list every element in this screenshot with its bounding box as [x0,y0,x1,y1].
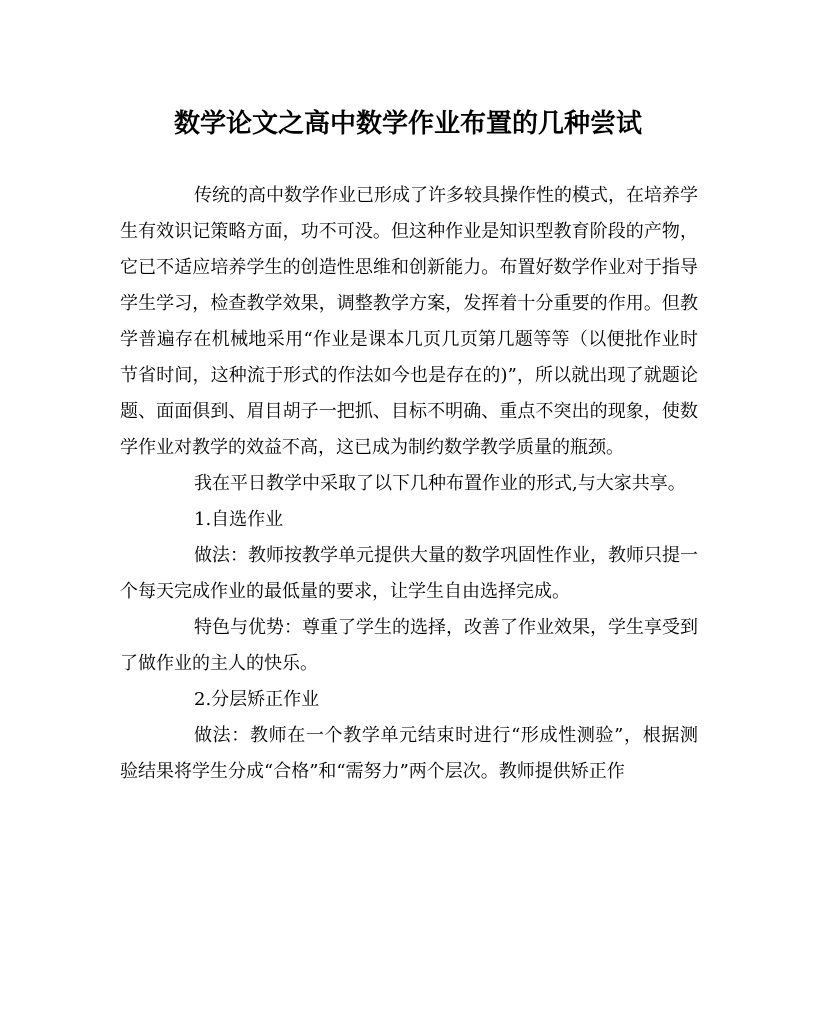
paragraph-layered-method: 做法：教师在一个教学单元结束时进行“形成性测验”，根据测验结果将学生分成“合格”和“需努力”两个层次。教师提供矫正作 [120,725,698,782]
document-body [120,178,698,790]
section-heading-self-select: 1.自选作业 [194,509,284,530]
section-heading-layered: 2.分层矫正作业 [194,689,320,710]
paragraph-share: 我在平日教学中采取了以下几种布置作业的形式,与大家共享。 [194,473,686,494]
paragraph-intro: 传统的高中数学作业已形成了许多较具操作性的模式，在培养学生有效识记策略方面，功不可没。但这种作业是知识型教育阶段的产物，它已不适应培养学生的创造性思维和创新能力。布置好数学作业对于指导学生学习，检查教学效果，调整教学方案，发挥着十分重要的作用。但教学普遍存在机械地采用“作业是课本几页几页第几题等等（以便批作业时节省时间，这种流于形式的作法如今也是存在的)”，所以就出现了就题论题、面面俱到、眉目胡子一把抓、目标不明确、重点不突出的现象，使数学作业对教学的效益不高，这已成为制约数学教学质量的瓶颈。 [120,185,698,458]
document-title: 数学论文之高中数学作业布置的几种尝试 [173,109,642,139]
paragraph-self-select-method: 做法：教师按教学单元提供大量的数学巩固性作业，教师只提一个每天完成作业的最低量的要求，让学生自由选择完成。 [120,545,698,602]
paragraph-self-select-advantage: 特色与优势：尊重了学生的选择，改善了作业效果，学生享受到了做作业的主人的快乐。 [120,617,698,674]
